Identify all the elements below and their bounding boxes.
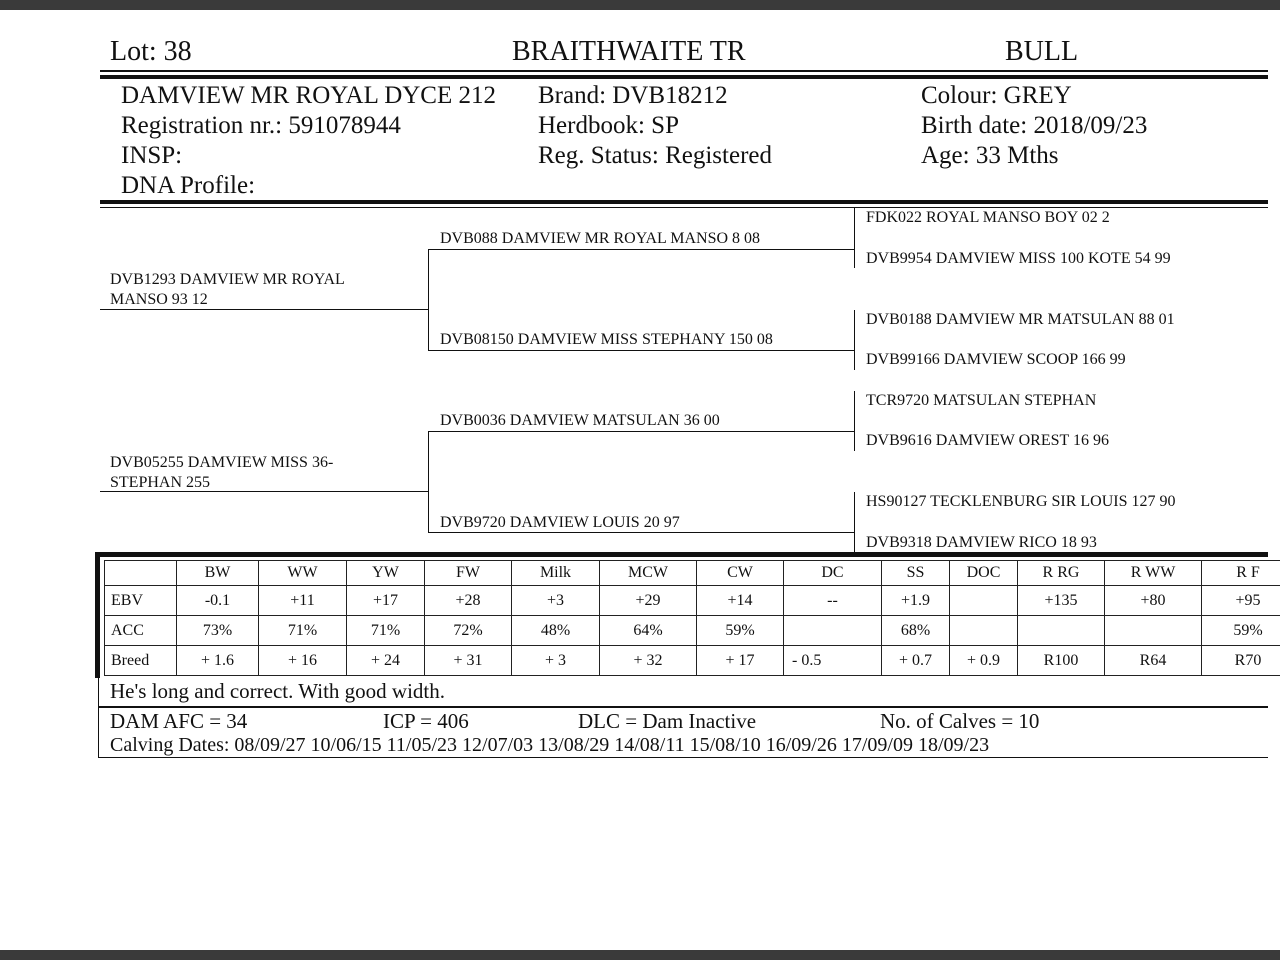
brand: Brand: DVB18212	[538, 82, 728, 109]
gen3-connector-2	[854, 310, 855, 370]
birth-date: Birth date: 2018/09/23	[921, 112, 1148, 139]
ebv-cell: + 3	[512, 646, 600, 676]
ebv-cell: + 1.6	[177, 646, 259, 676]
pedigree-sire-line1: DVB1293 DAMVIEW MR ROYAL	[110, 271, 345, 288]
gen3-connector-3	[854, 391, 855, 451]
ebv-column-header: DOC	[950, 561, 1018, 586]
ebv-cell: R70	[1202, 646, 1280, 676]
ebv-row-breed	[105, 646, 1280, 676]
ebv-cell	[784, 616, 882, 646]
summary-left-border	[98, 678, 99, 758]
ebv-cell: +29	[600, 586, 697, 616]
ebv-cell: 59%	[1202, 616, 1280, 646]
animal-name: DAMVIEW MR ROYAL DYCE 212	[121, 82, 496, 109]
comment: He's long and correct. With good width.	[110, 679, 445, 703]
pedigree-dam	[110, 453, 333, 493]
ebv-cell	[950, 616, 1018, 646]
sire-sire-line	[428, 249, 854, 250]
ebv-row-ebv	[105, 586, 1280, 616]
header-rule-thick	[100, 75, 1268, 79]
ebv-cell: + 0.7	[882, 646, 950, 676]
ebv-cell	[1105, 616, 1202, 646]
header-rule	[100, 70, 1268, 72]
summary-bottom-rule	[98, 757, 1268, 758]
lot-number: Lot: 38	[110, 36, 192, 67]
pedigree-gen3-5: TCR9720 MATSULAN STEPHAN	[866, 392, 1097, 409]
ebv-cell: +11	[259, 586, 347, 616]
dam-sire-line	[428, 431, 854, 432]
reg-status: Reg. Status: Registered	[538, 142, 772, 169]
info-rule-thick	[100, 200, 1268, 204]
pedigree-dam-dam: DVB9720 DAMVIEW LOUIS 20 97	[440, 514, 680, 531]
ebv-row-label: Breed	[105, 646, 177, 676]
pedigree-sire-line2: MANSO 93 12	[110, 291, 208, 308]
pedigree-sire	[110, 270, 345, 310]
ebv-cell: +3	[512, 586, 600, 616]
ebv-cell: 68%	[882, 616, 950, 646]
dam-connector	[428, 431, 429, 532]
herdbook: Herdbook: SP	[538, 112, 679, 139]
pedigree-sire-sire: DVB088 DAMVIEW MR ROYAL MANSO 8 08	[440, 230, 761, 247]
ebv-column-header: DC	[784, 561, 882, 586]
ebv-cell: 71%	[259, 616, 347, 646]
pedigree-dam-line2: STEPHAN 255	[110, 474, 211, 491]
ebv-left-border	[95, 552, 100, 678]
ebv-column-header: SS	[882, 561, 950, 586]
ebv-cell: -0.1	[177, 586, 259, 616]
ebv-cell: + 16	[259, 646, 347, 676]
breeder-name: BRAITHWAITE TR	[512, 36, 746, 67]
ebv-row-label: ACC	[105, 616, 177, 646]
ebv-cell: + 31	[425, 646, 512, 676]
ebv-cell: + 32	[600, 646, 697, 676]
sire-dam-line	[428, 350, 854, 351]
ebv-cell: + 0.9	[950, 646, 1018, 676]
ebv-corner-cell	[105, 561, 177, 586]
pedigree-sire-dam: DVB08150 DAMVIEW MISS STEPHANY 150 08	[440, 331, 773, 348]
gen3-connector-1	[854, 208, 855, 268]
ebv-row-label: EBV	[105, 586, 177, 616]
gen3-connector-4	[854, 492, 855, 552]
ebv-cell	[950, 586, 1018, 616]
calving-dates: Calving Dates: 08/09/27 10/06/15 11/05/23 12/07/03 13/08/29 14/08/11 15/08/10 16/09/26 17/09/09 18/09/23	[110, 734, 990, 756]
dna-profile: DNA Profile:	[121, 172, 256, 199]
dlc: DLC = Dam Inactive	[578, 709, 757, 733]
ebv-cell: +17	[347, 586, 425, 616]
registration-number: Registration nr.: 591078944	[121, 112, 401, 139]
animal-sex: BULL	[1005, 36, 1079, 67]
ebv-cell: 64%	[600, 616, 697, 646]
pedigree-gen3-6: DVB9616 DAMVIEW OREST 16 96	[866, 432, 1109, 449]
ebv-cell: +14	[697, 586, 784, 616]
ebv-cell: 73%	[177, 616, 259, 646]
ebv-column-header: R F	[1202, 561, 1280, 586]
ebv-column-header: BW	[177, 561, 259, 586]
ebv-column-header: R WW	[1105, 561, 1202, 586]
sire-connector	[428, 249, 429, 350]
colour: Colour: GREY	[921, 82, 1072, 109]
pedigree-gen3-8: DVB9318 DAMVIEW RICO 18 93	[866, 534, 1097, 551]
sire-line	[100, 309, 428, 310]
comment-rule	[98, 706, 1268, 708]
info-rule-thin	[100, 207, 1268, 208]
ebv-row-acc	[105, 616, 1280, 646]
ebv-cell: R64	[1105, 646, 1202, 676]
ebv-cell	[1018, 616, 1105, 646]
ebv-cell: + 24	[347, 646, 425, 676]
ebv-column-header: FW	[425, 561, 512, 586]
pedigree-gen3-7: HS90127 TECKLENBURG SIR LOUIS 127 90	[866, 493, 1176, 510]
insp: INSP:	[121, 142, 183, 169]
ebv-cell: +28	[425, 586, 512, 616]
pedigree-gen3-4: DVB99166 DAMVIEW SCOOP 166 99	[866, 351, 1126, 368]
ebv-table	[104, 560, 1280, 676]
ebv-cell: --	[784, 586, 882, 616]
ebv-column-header: Milk	[512, 561, 600, 586]
ebv-cell: 72%	[425, 616, 512, 646]
pedigree-gen3-3: DVB0188 DAMVIEW MR MATSULAN 88 01	[866, 311, 1175, 328]
bottom-frame-bar	[0, 950, 1280, 960]
ebv-column-header: CW	[697, 561, 784, 586]
ebv-cell: 59%	[697, 616, 784, 646]
pedigree-gen3-1: FDK022 ROYAL MANSO BOY 02 2	[866, 209, 1110, 226]
ebv-cell: +1.9	[882, 586, 950, 616]
ebv-cell: - 0.5	[784, 646, 882, 676]
ebv-cell: 71%	[347, 616, 425, 646]
dam-afc: DAM AFC = 34	[110, 709, 248, 733]
dam-line	[100, 491, 428, 492]
top-frame-bar	[0, 0, 1280, 10]
pedigree-dam-sire: DVB0036 DAMVIEW MATSULAN 36 00	[440, 412, 720, 429]
pedigree-dam-line1: DVB05255 DAMVIEW MISS 36-	[110, 454, 334, 471]
ebv-cell: +95	[1202, 586, 1280, 616]
ebv-column-header: R RG	[1018, 561, 1105, 586]
dam-dam-line	[428, 532, 854, 533]
age: Age: 33 Mths	[921, 142, 1059, 169]
ebv-cell: R100	[1018, 646, 1105, 676]
ebv-column-header: MCW	[600, 561, 697, 586]
ebv-column-header: WW	[259, 561, 347, 586]
ebv-cell: 48%	[512, 616, 600, 646]
icp: ICP = 406	[383, 709, 469, 733]
pedigree-gen3-2: DVB9954 DAMVIEW MISS 100 KOTE 54 99	[866, 250, 1171, 267]
ebv-cell: +135	[1018, 586, 1105, 616]
ebv-top-rule	[95, 552, 1268, 557]
number-of-calves: No. of Calves = 10	[880, 709, 1040, 733]
ebv-column-header: YW	[347, 561, 425, 586]
ebv-header-row	[105, 561, 1280, 586]
ebv-cell: + 17	[697, 646, 784, 676]
ebv-cell: +80	[1105, 586, 1202, 616]
